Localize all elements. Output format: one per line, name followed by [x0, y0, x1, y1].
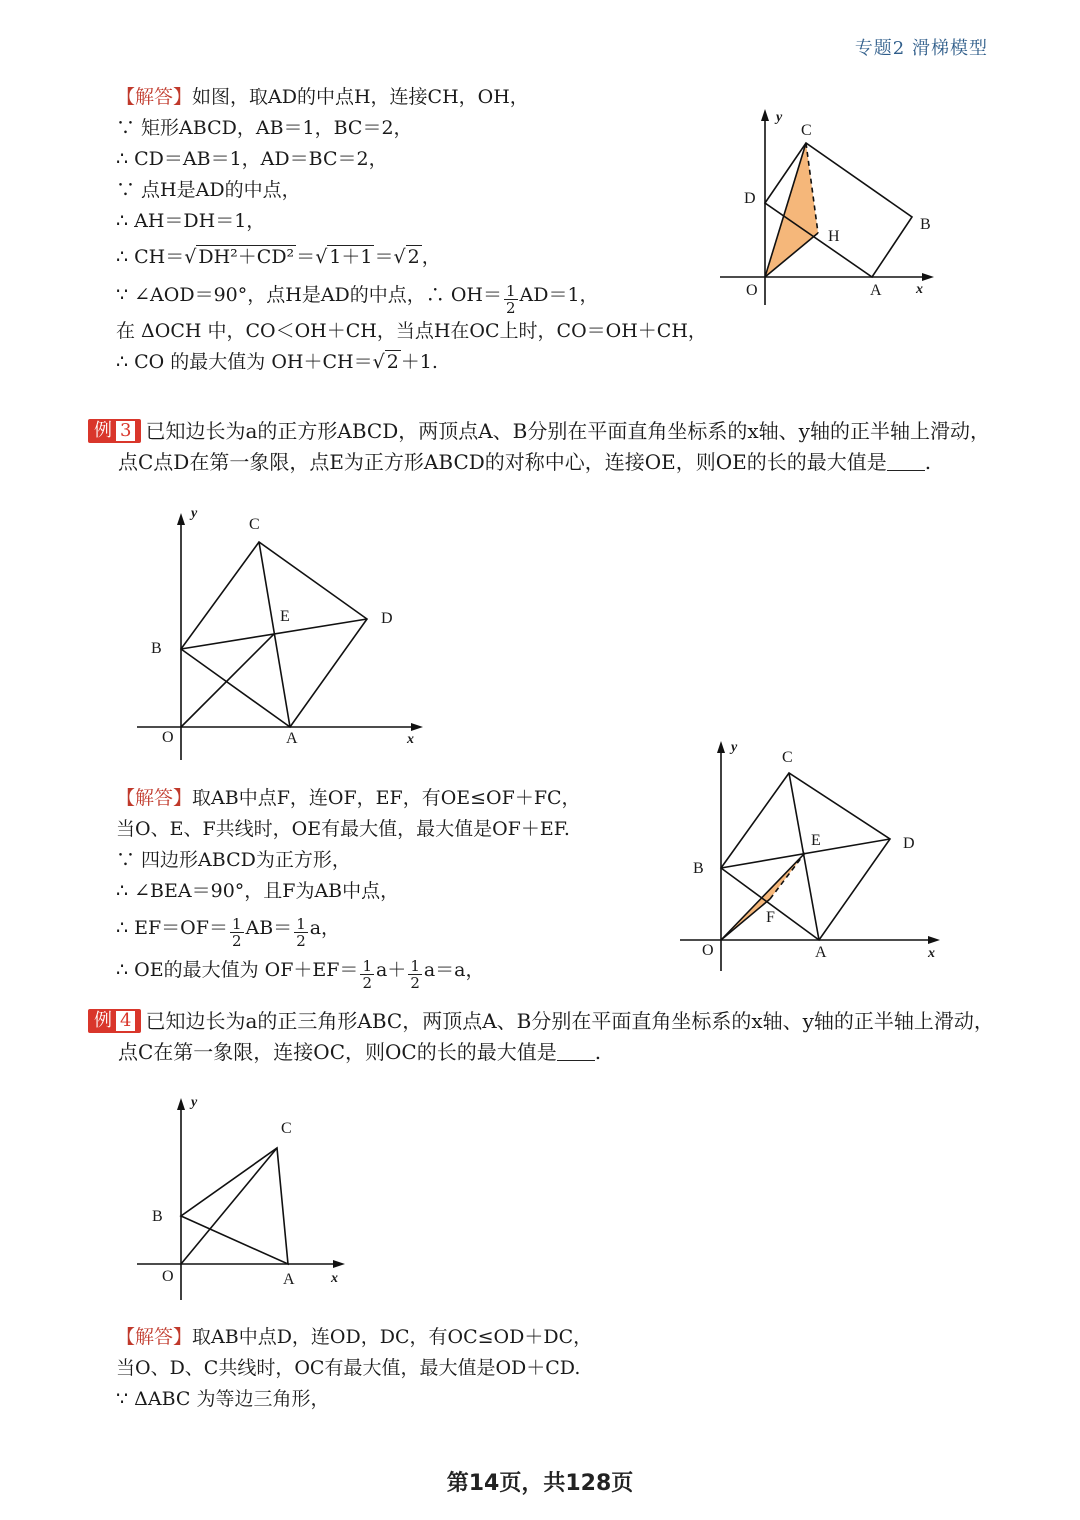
label-f: F — [766, 909, 775, 926]
text: a＋ — [375, 959, 407, 981]
fraction — [360, 958, 374, 991]
label-c: C — [249, 516, 260, 533]
solution-3 — [116, 783, 581, 991]
solution-line-ch: ∴ CH＝√ DH²＋CD² ＝√ 1＋1 ＝√ 2 ， — [116, 246, 441, 268]
denominator: 2 — [296, 932, 306, 950]
text: 已知边长为a的正三角形ABC，两顶点A、B分别在平面直角坐标系的x轴、y轴的正半轴上滑动， — [145, 1009, 994, 1033]
label-b: B — [151, 640, 162, 657]
text: ∵ ∠AOD＝90°，点H是AD的中点，∴ OH＝ — [116, 284, 502, 306]
fraction — [230, 916, 244, 949]
numerator: 1 — [231, 915, 242, 933]
text: . — [594, 1040, 602, 1064]
solution-line: ∵ 点H是AD的中点， — [116, 179, 301, 201]
segment-oe — [181, 634, 274, 727]
solution-line: 在 ΔOCH 中，CO＜OH＋CH，当点H在OC上时，CO＝OH＋CH， — [116, 320, 707, 342]
solution-line: ∵ 矩形ABCD，AB＝1，BC＝2， — [116, 117, 413, 139]
x-arrow-icon — [333, 1260, 345, 1268]
label-b: B — [920, 216, 931, 233]
solution-1 — [116, 82, 707, 378]
denominator: 2 — [362, 974, 372, 992]
solution-4 — [116, 1322, 592, 1415]
label-c: C — [801, 122, 812, 139]
text: ＋1. — [400, 351, 438, 373]
text: 点C在第一象限，连接OC，则OC的长的最大值是 — [118, 1040, 557, 1064]
label-a: A — [815, 944, 827, 961]
text: AD＝1， — [519, 284, 599, 306]
example-3-line1 — [88, 416, 990, 447]
label-d: D — [744, 190, 756, 207]
fraction — [294, 916, 308, 949]
text: a， — [309, 917, 341, 939]
solution-line: ∴ ∠BEA＝90°，且F为AB中点， — [116, 880, 400, 902]
text: ∴ EF＝OF＝ — [116, 917, 228, 939]
text: ， — [421, 246, 441, 268]
solution-line: 当O、D、C共线时，OC有最大值，最大值是OD＋CD. — [116, 1357, 581, 1379]
label-b: B — [693, 860, 704, 877]
solution-line: ∴ CD＝AB＝1，AD＝BC＝2， — [116, 148, 388, 170]
label-x: x — [928, 946, 935, 961]
solution-line-oh — [116, 277, 707, 316]
solution-line: 取AB中点D，连OD，DC，有OC≤OD＋DC， — [192, 1326, 593, 1348]
solution-tag: 【解答】 — [116, 787, 193, 809]
label-y: y — [191, 1095, 198, 1110]
answer-blank — [557, 1042, 595, 1061]
sqrt-term: 2 — [407, 246, 420, 268]
label-e: E — [280, 608, 290, 625]
label-y: y — [776, 110, 783, 125]
figure-1 — [720, 105, 960, 315]
example-badge — [88, 1009, 141, 1033]
answer-blank — [887, 452, 925, 471]
label-d: D — [381, 610, 393, 627]
label-a: A — [870, 282, 882, 299]
label-o: O — [162, 729, 174, 746]
sqrt-term: 2 — [386, 351, 399, 373]
text: 已知边长为a的正方形ABCD，两顶点A、B分别在平面直角坐标系的x轴、y轴的正半轴上滑动， — [145, 419, 990, 443]
label-o: O — [162, 1268, 174, 1285]
y-arrow-icon — [761, 109, 769, 121]
badge-text: 例 — [94, 420, 112, 441]
text: ∴ OE的最大值为 OF＋EF＝ — [116, 959, 359, 981]
example-badge — [88, 419, 141, 443]
example-4-line1 — [88, 1006, 994, 1037]
solution-tag: 【解答】 — [116, 86, 193, 108]
example-3-line2 — [118, 447, 931, 478]
x-arrow-icon — [411, 723, 423, 731]
sqrt-term: DH²＋CD² — [198, 246, 295, 268]
figure-2 — [135, 505, 435, 765]
segment-of — [721, 899, 770, 940]
text: ＝ — [374, 246, 394, 268]
page-footer: 第14页，共128页 — [446, 1471, 634, 1496]
text: ∴ CO 的最大值为 OH＋CH＝ — [116, 351, 373, 373]
numerator: 1 — [410, 957, 420, 975]
label-c: C — [281, 1120, 292, 1137]
badge-text: 例 — [94, 1010, 112, 1031]
denominator: 2 — [231, 932, 242, 950]
x-arrow-icon — [928, 936, 940, 944]
text: AB＝ — [245, 917, 293, 939]
denominator: 2 — [410, 974, 420, 992]
label-o: O — [746, 282, 758, 299]
diagonal-ac — [789, 773, 819, 940]
solution-line-ef — [116, 907, 581, 949]
numerator: 1 — [362, 957, 372, 975]
figure-4 — [135, 1090, 375, 1310]
fraction — [408, 958, 422, 991]
label-e: E — [811, 832, 821, 849]
fraction — [504, 283, 518, 316]
solution-tag: 【解答】 — [116, 1326, 193, 1348]
badge-number: 4 — [116, 1011, 135, 1031]
label-a: A — [286, 730, 298, 747]
figure-3 — [678, 735, 968, 975]
solution-line: ∴ AH＝DH＝1， — [116, 210, 266, 232]
solution-line: ∵ ΔABC 为等边三角形， — [116, 1388, 330, 1410]
solution-line: 取AB中点F，连OF，EF，有OE≤OF＋FC， — [192, 787, 581, 809]
label-c: C — [782, 749, 793, 766]
solution-line-max: ∴ CO 的最大值为 OH＋CH＝√ 2 ＋1. — [116, 351, 438, 373]
text: ＝ — [296, 246, 316, 268]
label-x: x — [331, 1271, 338, 1286]
numerator: 1 — [505, 282, 516, 300]
solution-line-oe — [116, 949, 581, 991]
label-y: y — [191, 506, 198, 521]
y-arrow-icon — [177, 513, 185, 525]
solution-line: 当O、E、F共线时，OE有最大值，最大值是OF＋EF. — [116, 818, 570, 840]
label-b: B — [152, 1208, 163, 1225]
text: ∴ CH＝ — [116, 246, 185, 268]
y-arrow-icon — [177, 1098, 185, 1110]
page-header: 专题2 滑梯模型 — [854, 38, 988, 59]
label-h: H — [828, 228, 840, 245]
label-d: D — [903, 835, 915, 852]
solution-line: 如图，取AD的中点H，连接CH，OH， — [192, 86, 529, 108]
solution-line: ∵ 四边形ABCD为正方形， — [116, 849, 351, 871]
label-a: A — [283, 1271, 295, 1288]
text: . — [924, 450, 932, 474]
label-y: y — [731, 740, 738, 755]
denominator: 2 — [505, 299, 516, 317]
x-arrow-icon — [922, 273, 934, 281]
numerator: 1 — [296, 915, 306, 933]
text: 点C点D在第一象限，点E为正方形ABCD的对称中心，连接OE，则OE的长的最大值是 — [118, 450, 887, 474]
y-arrow-icon — [717, 741, 725, 753]
example-4-line2 — [118, 1037, 601, 1068]
label-o: O — [702, 942, 714, 959]
badge-number: 3 — [116, 421, 135, 441]
text: a＝a， — [423, 959, 485, 981]
label-x: x — [916, 282, 923, 297]
label-x: x — [407, 732, 414, 747]
triangle-abc — [181, 1148, 288, 1264]
sqrt-term: 1＋1 — [329, 246, 373, 268]
